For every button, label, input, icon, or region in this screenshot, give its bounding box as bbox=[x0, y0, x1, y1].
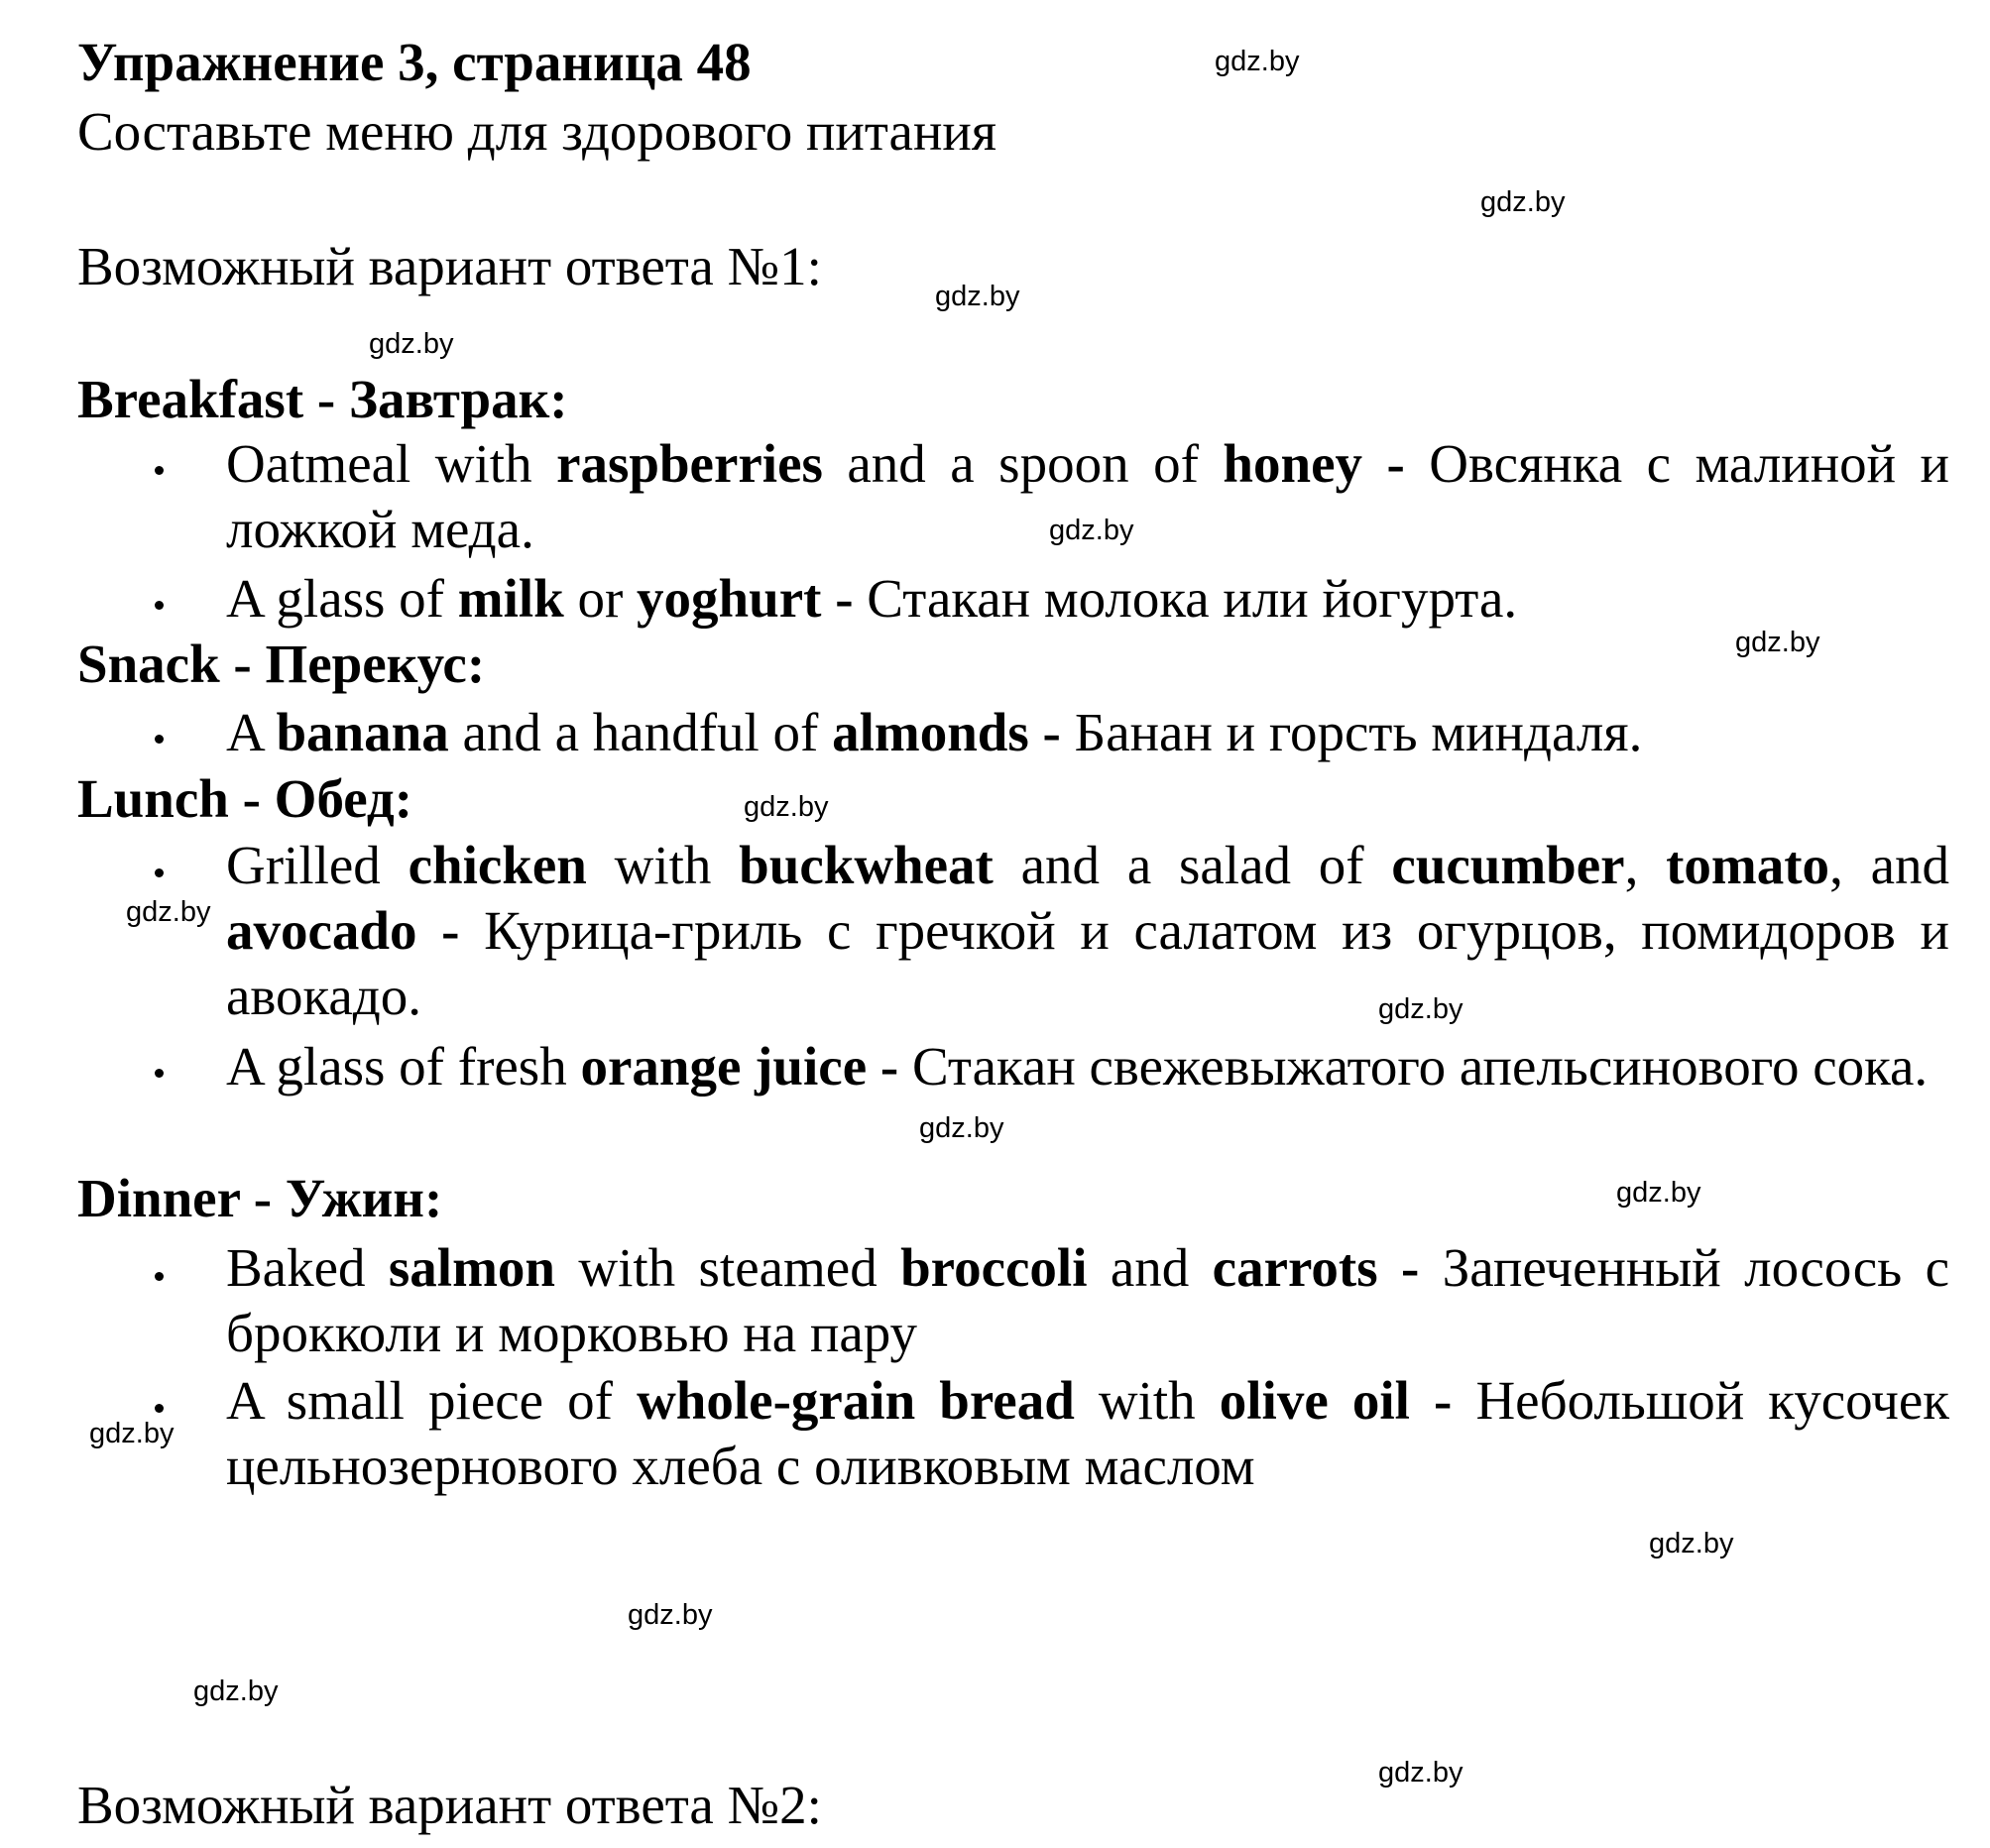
bullet-icon bbox=[149, 727, 169, 747]
watermark: gdz.by bbox=[126, 896, 211, 928]
watermark: gdz.by bbox=[1735, 627, 1820, 658]
dinner-heading: Dinner - Ужин: bbox=[77, 1168, 443, 1228]
watermark: gdz.by bbox=[1378, 993, 1463, 1025]
breakfast-heading: Breakfast - Завтрак: bbox=[77, 369, 568, 429]
watermark: gdz.by bbox=[1616, 1177, 1701, 1209]
dinner-item-2: A small piece of whole-grain bread with olive oil - Небольшой кусочек цельнозернового хлеба с оливковым маслом bbox=[226, 1370, 1949, 1496]
watermark: gdz.by bbox=[369, 328, 454, 360]
watermark: gdz.by bbox=[1378, 1757, 1463, 1789]
snack-heading: Snack - Перекус: bbox=[77, 634, 486, 694]
bullet-icon bbox=[149, 1061, 169, 1081]
watermark: gdz.by bbox=[744, 791, 829, 823]
breakfast-item-2: A glass of milk or yoghurt - Стакан молока или йогурта. bbox=[226, 568, 1518, 629]
bullet-icon bbox=[149, 861, 169, 880]
watermark: gdz.by bbox=[89, 1418, 175, 1449]
lunch-heading: Lunch - Обед: bbox=[77, 768, 413, 829]
watermark: gdz.by bbox=[1215, 46, 1300, 77]
bullet-icon bbox=[149, 1396, 169, 1416]
watermark: gdz.by bbox=[1649, 1528, 1734, 1559]
watermark: gdz.by bbox=[935, 281, 1020, 312]
page-title: Упражнение 3, страница 48 bbox=[77, 32, 752, 92]
bullet-icon bbox=[149, 1264, 169, 1284]
watermark: gdz.by bbox=[1049, 515, 1134, 546]
variant-1-label: Возможный вариант ответа №1: bbox=[77, 236, 822, 296]
bullet-icon bbox=[149, 593, 169, 613]
bullet-icon bbox=[149, 458, 169, 478]
lunch-item-1: Grilled chicken with buckwheat and a salad of cucumber, tomato, and avocado - Курица-гриль с гречкой и салатом из огурцов, помидоров и авокадо. bbox=[226, 835, 1949, 1026]
watermark: gdz.by bbox=[919, 1112, 1004, 1144]
task-subtitle: Составьте меню для здорового питания bbox=[77, 101, 997, 162]
snack-item-1: A banana and a handful of almonds - Банан и горсть миндаля. bbox=[226, 702, 1643, 762]
watermark: gdz.by bbox=[628, 1599, 713, 1631]
watermark: gdz.by bbox=[193, 1675, 279, 1707]
watermark: gdz.by bbox=[1480, 186, 1566, 218]
variant-2-label: Возможный вариант ответа №2: bbox=[77, 1775, 822, 1835]
lunch-item-2: A glass of fresh orange juice - Стакан свежевыжатого апельсинового сока. bbox=[226, 1036, 1929, 1097]
dinner-item-1: Baked salmon with steamed broccoli and carrots - Запеченный лосось с брокколи и морковью на пару bbox=[226, 1237, 1949, 1363]
breakfast-item-1: Oatmeal with raspberries and a spoon of honey - Овсянка с малиной и ложкой меда. bbox=[226, 433, 1949, 559]
